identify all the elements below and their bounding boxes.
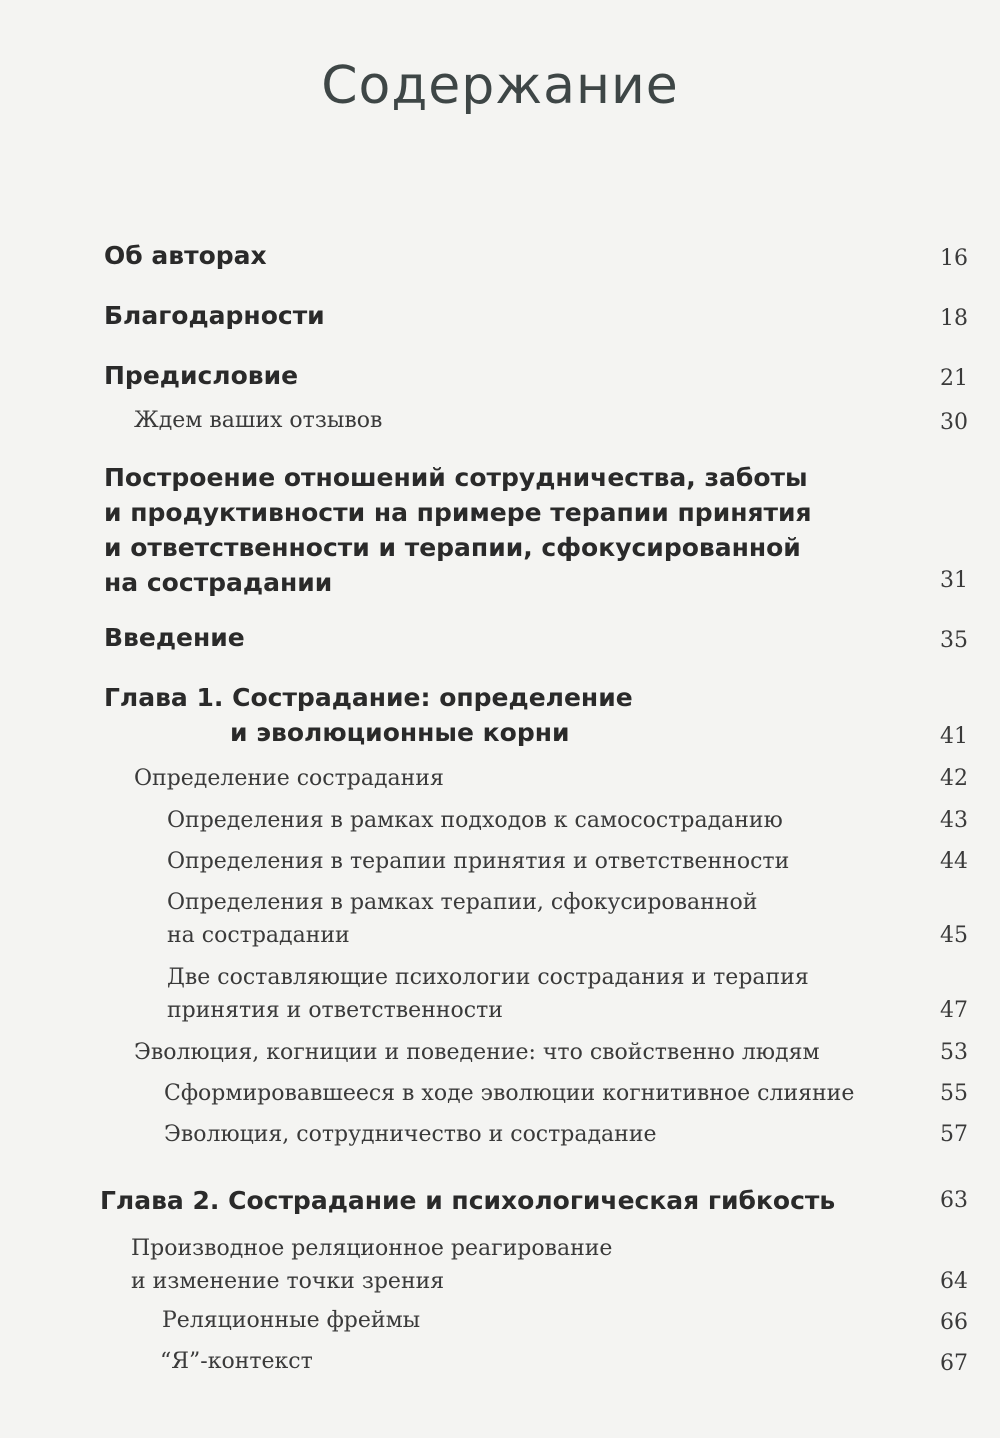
toc-page-number: 57	[940, 1122, 968, 1147]
toc-entry-chapter-2[interactable]	[100, 1183, 835, 1218]
toc-page-number: 42	[940, 766, 968, 791]
toc-subsubentry-cft[interactable]	[167, 886, 757, 952]
toc-entry-title: Благодарности	[104, 301, 325, 330]
toc-entry-line: Глава 1. Сострадание: определение	[104, 683, 633, 712]
toc-entry-line: принятия и ответственности	[167, 998, 503, 1023]
toc-entry-title: Глава 2. Сострадание и психологическая гибкость	[100, 1186, 836, 1215]
toc-page-number: 66	[940, 1310, 968, 1335]
toc-entry-line: на сострадании	[167, 923, 350, 948]
toc-entry-title: Определения в рамках подходов к самосостраданию	[167, 808, 783, 833]
toc-subsubentry-cognitive-fusion[interactable]	[164, 1077, 854, 1110]
toc-entry-about-authors[interactable]	[104, 238, 267, 273]
toc-entry-title: Ждем ваших отзывов	[134, 408, 383, 433]
toc-entry-acknowledgements[interactable]	[104, 298, 325, 333]
toc-entry-title: Определение сострадания	[134, 766, 444, 791]
toc-page-number: 16	[940, 246, 968, 271]
page-title: Содержание	[321, 56, 679, 116]
toc-entry-title: “Я”-контекст	[160, 1349, 313, 1374]
toc-entry-line: и эволюционные корни	[230, 718, 570, 747]
toc-entry-line: и ответственности и терапии, сфокусированной	[104, 533, 801, 562]
toc-page-number: 55	[940, 1081, 968, 1106]
toc-subentry-evolution-cognition[interactable]	[134, 1036, 820, 1069]
toc-page-number: 35	[940, 628, 968, 653]
toc-entry-building-relationships[interactable]	[104, 460, 812, 600]
toc-page-number: 30	[940, 410, 968, 435]
toc-entry-title: Эволюция, когниции и поведение: что свойственно людям	[134, 1040, 820, 1065]
toc-entry-title: Предисловие	[104, 361, 299, 390]
toc-subsubentry-relational-frames[interactable]	[162, 1304, 420, 1337]
toc-entry-line: Две составляющие психологии сострадания и терапия	[167, 965, 809, 990]
toc-entry-line: Построение отношений сотрудничества, заботы	[104, 463, 808, 492]
toc-entry-title: Сформировавшееся в ходе эволюции когнитивное слияние	[164, 1081, 855, 1106]
toc-page-number: 41	[940, 724, 968, 749]
toc-entry-chapter-1[interactable]	[104, 680, 633, 750]
toc-entry-line: Производное реляционное реагирование	[131, 1236, 613, 1261]
toc-entry-title: Эволюция, сотрудничество и сострадание	[164, 1122, 657, 1147]
toc-page-number: 53	[940, 1040, 968, 1065]
toc-subsubentry-two-components[interactable]	[167, 961, 809, 1027]
toc-entry-line: на сострадании	[104, 568, 333, 597]
toc-page-number: 67	[940, 1351, 968, 1376]
toc-page-number: 47	[940, 998, 968, 1023]
toc-subsubentry-self-compassion[interactable]	[167, 804, 783, 837]
toc-entry-line: Определения в рамках терапии, сфокусированной	[167, 890, 758, 915]
toc-subentry-definition[interactable]	[134, 762, 444, 795]
toc-page-number: 63	[940, 1188, 968, 1213]
toc-entry-title: Определения в терапии принятия и ответственности	[167, 849, 790, 874]
toc-entry-title: Введение	[104, 623, 245, 652]
toc-page-number: 18	[940, 306, 968, 331]
toc-entry-title: Реляционные фреймы	[162, 1308, 421, 1333]
toc-subentry-derived-relational[interactable]	[131, 1232, 612, 1298]
toc-page-number: 44	[940, 849, 968, 874]
toc-entry-preface[interactable]	[104, 358, 298, 393]
toc-page-number: 21	[940, 366, 968, 391]
toc-entry-introduction[interactable]	[104, 620, 245, 655]
toc-page-number: 64	[940, 1269, 968, 1294]
toc-page-number: 45	[940, 923, 968, 948]
toc-subsubentry-act[interactable]	[167, 845, 789, 878]
toc-entry-line: и продуктивности на примере терапии принятия	[104, 498, 812, 527]
toc-subsubentry-evolution-cooperation[interactable]	[164, 1118, 657, 1151]
toc-page-number: 31	[940, 568, 968, 593]
toc-page-number: 43	[940, 808, 968, 833]
toc-entry-title: Об авторах	[104, 241, 267, 270]
toc-subentry-feedback[interactable]	[134, 404, 382, 437]
toc-entry-line: и изменение точки зрения	[131, 1269, 445, 1294]
toc-subsubentry-self-context[interactable]	[160, 1345, 313, 1378]
